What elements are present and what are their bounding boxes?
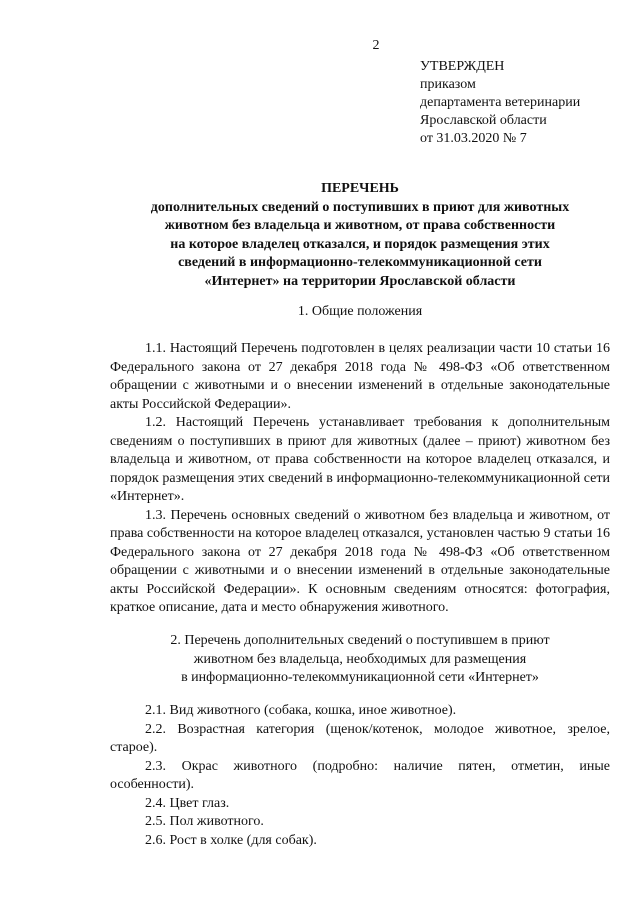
page-number: 2 bbox=[372, 38, 380, 53]
title-line: животном без владельца и животном, от права собственности bbox=[164, 218, 556, 233]
title-line: дополнительных сведений о поступивших в приют для животных bbox=[150, 199, 570, 215]
list-item-2-2: 2.2. Возрастная категория (щенок/котенок, молодое животное, зрелое, старое). bbox=[110, 721, 610, 755]
approval-line: УТВЕРЖДЕН bbox=[420, 59, 505, 74]
approval-line: департамента ветеринарии bbox=[420, 95, 581, 110]
list-item-2-4: 2.4. Цвет глаз. bbox=[145, 795, 230, 811]
paragraph-1-2: 1.2. Настоящий Перечень устанавливает требования к дополнительным сведениям о поступивших в приют для животных (далее – приют) животном без владельца и животном, от права собственности на которое владелец отказался, и порядок размещения этих сведений в информационно-телекоммуникационной сети «Интернет». bbox=[110, 415, 610, 504]
title-line: ПЕРЕЧЕНЬ bbox=[321, 181, 399, 196]
section-2-heading-line: животном без владельца, необходимых для размещения bbox=[193, 651, 527, 667]
section-2-list bbox=[110, 702, 610, 850]
title-line: на которое владелец отказался, и порядок размещения этих bbox=[170, 236, 550, 252]
title-line: сведений в информационно-телекоммуникационной сети bbox=[178, 255, 542, 270]
section-1-heading: 1. Общие положения bbox=[297, 304, 423, 319]
section-2-heading-line: в информационно-телекоммуникационной сети «Интернет» bbox=[181, 670, 539, 685]
list-item-2-5: 2.5. Пол животного. bbox=[145, 814, 264, 829]
paragraph-1-1: 1.1. Настоящий Перечень подготовлен в целях реализации части 10 статьи 16 Федерального закона от 27 декабря 2018 года № 498-ФЗ «Об ответственном обращении с животными и о внесении изменений в отдельные законодательные акты Российской Федерации». bbox=[110, 341, 610, 412]
list-item-2-6: 2.6. Рост в холке (для собак). bbox=[145, 832, 317, 848]
title-line: «Интернет» на территории Ярославской области bbox=[204, 273, 516, 289]
approval-stamp bbox=[420, 58, 580, 148]
list-item-2-3: 2.3. Окрас животного (подробно: наличие пятен, отметин, иные особенности). bbox=[110, 758, 610, 792]
section-1-body bbox=[110, 340, 610, 618]
section-2-heading bbox=[110, 632, 610, 688]
document-title bbox=[110, 180, 610, 291]
section-2-heading-line: 2. Перечень дополнительных сведений о поступившем в приют bbox=[170, 633, 550, 648]
approval-line: приказом bbox=[420, 77, 476, 92]
list-item-2-1: 2.1. Вид животного (собака, кошка, иное животное). bbox=[145, 703, 457, 718]
approval-line: Ярославской области bbox=[420, 113, 547, 128]
approval-line: от 31.03.2020 № 7 bbox=[420, 131, 527, 146]
paragraph-1-3: 1.3. Перечень основных сведений о животном без владельца и животном, от права собственности на которое владелец отказался, установлен частью 9 статьи 16 Федерального закона от 27 декабря 2018 года № 498-ФЗ «Об ответственном обращении с животными и о внесении изменений в отдельные законодательные акты Российской Федерации». К основным сведениям относятся: фотография, краткое описание, дата и место обнаружения животного. bbox=[110, 507, 610, 615]
